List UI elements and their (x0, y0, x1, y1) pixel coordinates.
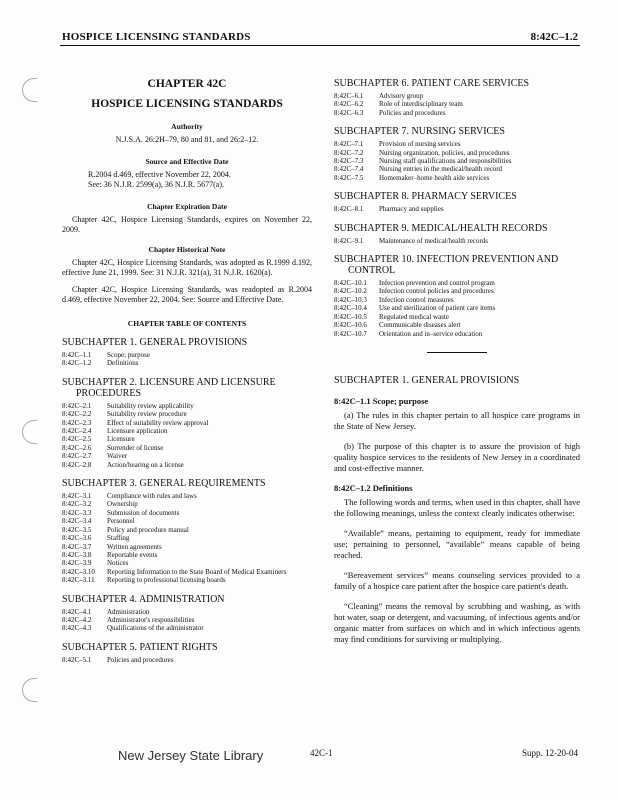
toc-entry (62, 517, 312, 525)
toc-section-title: Reportable events (107, 550, 158, 559)
toc-section-title: Policies and procedures (107, 655, 174, 664)
toc-section-title: Surrender of license (107, 443, 164, 452)
historical-note: Chapter 42C, Hospice Licensing Standards, was adopted as R.1999 d.192, effective June 21, 1999. See: 31 N.J.R. 321(a), 31 N.J.R. 1620(a). (62, 258, 312, 277)
toc-section-number: 8:42C–3.2 (62, 500, 92, 509)
toc-section-title: Definitions (107, 359, 139, 368)
toc-section-title: Administrator's responsibilities (107, 615, 195, 624)
toc-section-number: 8:42C–5.1 (62, 655, 92, 664)
toc-section-title: Personnel (107, 517, 135, 526)
toc-section-number: 8:42C–9.1 (334, 236, 364, 245)
toc-section-title: Homemaker–home health aide services (379, 173, 490, 182)
toc-section-number: 8:42C–10.6 (334, 321, 367, 330)
toc-entry (334, 149, 580, 157)
toc-entry (62, 576, 312, 584)
toc-entry (334, 313, 580, 321)
body-subchapter-heading: SUBCHAPTER 1. GENERAL PROVISIONS (334, 374, 520, 386)
toc-entry (62, 410, 312, 418)
toc-section-title: Qualifications of the administrator (107, 624, 204, 633)
toc-section-number: 8:42C–1.2 (62, 359, 92, 368)
toc-subchapter-heading: SUBCHAPTER 3. GENERAL REQUIREMENTS (62, 478, 266, 490)
right-column (334, 78, 580, 654)
toc-entry (62, 359, 312, 367)
toc-section-number: 8:42C–3.4 (62, 517, 92, 526)
toc-section-title: Role of interdisciplinary team (379, 100, 463, 109)
toc-section-title: Orientation and in–service education (379, 329, 483, 338)
toc-section-title: Policy and procedure manual (107, 525, 189, 534)
toc-section-title: Notices (107, 559, 129, 568)
toc-entry (334, 330, 580, 338)
toc-entry (62, 656, 312, 664)
toc-section-title: Pharmacy and supplies (379, 205, 444, 214)
toc-entry (334, 174, 580, 182)
toc-entry (334, 296, 580, 304)
body-paragraph: The following words and terms, when used in this chapter, shall have the following meanings, unless the context clearly indicates otherwise: (334, 496, 580, 518)
toc-section-title: Use and sterilization of patient care items (379, 304, 496, 313)
toc-entry (62, 402, 312, 410)
authority-heading: Authority (171, 122, 203, 131)
source-heading: Source and Effective Date (145, 157, 229, 166)
toc-entry (62, 526, 312, 534)
toc-section-number: 8:42C–8.1 (334, 205, 364, 214)
toc-subchapter-heading: SUBCHAPTER 1. GENERAL PROVISIONS (62, 337, 248, 348)
running-header-section: 8:42C–1.2 (530, 31, 578, 43)
toc-section-title: Reporting Information to the State Board of Medical Examiners (107, 567, 287, 576)
toc-section-number: 8:42C–7.5 (334, 173, 364, 182)
toc-section-title: Action/hearing on a license (107, 460, 184, 469)
binder-hole-mark (22, 678, 37, 702)
toc-section-title: Infection control policies and procedures (379, 287, 494, 296)
toc-section-number: 8:42C–3.10 (62, 567, 95, 576)
toc-section-title: Scope; purpose (107, 351, 150, 359)
toc-section-number: 8:42C–7.3 (334, 157, 364, 166)
toc-entry (62, 509, 312, 517)
historical-note: Chapter 42C, Hospice Licensing Standards, was readopted as R.2004 d.469, effective November 22, 2004. See: Source and Effective Date. (62, 285, 312, 304)
toc-section-number: 8:42C–4.1 (62, 607, 92, 616)
binder-hole-mark (22, 420, 37, 444)
toc-section-title: Licensure (107, 435, 135, 444)
toc-section-title: Regulated medical waste (379, 312, 449, 321)
toc-section-number: 8:42C–3.3 (62, 508, 92, 517)
binder-hole-mark (22, 78, 37, 102)
expiration-heading: Chapter Expiration Date (147, 202, 227, 211)
toc-section-number: 8:42C–10.2 (334, 287, 367, 296)
definition-paragraph: “Cleaning” means the removal by scrubbing and washing, as with hot water, soap or detergent, and vacuuming, of infectious agents and/or organic matter from surfaces on which and in which infectious agents may find conditions for surviving or multiplying. (334, 600, 580, 644)
toc-section-title: Communicable diseases alert (379, 321, 461, 330)
toc-entry (62, 492, 312, 500)
toc-section-title: Reporting to professional licensing boards (107, 576, 226, 585)
chapter-title: HOSPICE LICENSING STANDARDS (91, 98, 283, 110)
toc-section-title: Staffing (107, 534, 130, 543)
page-number: 42C-1 (310, 748, 333, 758)
toc-subchapter-heading: SUBCHAPTER 7. NURSING SERVICES (334, 126, 505, 138)
toc-entry (62, 500, 312, 508)
toc-entry (62, 351, 312, 359)
toc-section-title: Waiver (107, 452, 128, 461)
toc-entry (334, 321, 580, 329)
toc-subchapter-heading: SUBCHAPTER 2. LICENSURE AND LICENSURE PROCEDURES (62, 376, 276, 399)
toc-section-title: Nursing staff qualifications and responsibilities (379, 157, 512, 166)
toc-section-title: Suitability review procedure (107, 410, 187, 419)
toc-section-number: 8:42C–4.2 (62, 615, 92, 624)
toc-section-number: 8:42C–3.5 (62, 525, 92, 534)
expiration-text: Chapter 42C, Hospice Licensing Standards, expires on November 22, 2009. (62, 215, 312, 234)
toc-entry (334, 304, 580, 312)
definition-paragraph: “Available” means, pertaining to equipment, ready for immediate use; pertaining to personnel, “available” means capable of being reached. (334, 527, 580, 560)
toc-entry (334, 287, 580, 295)
toc-section-title: Policies and procedures (379, 108, 446, 117)
section-divider (427, 352, 487, 353)
toc-entry (334, 109, 580, 117)
toc-entry (62, 444, 312, 452)
body-paragraph: (b) The purpose of this chapter is to assure the provision of high quality hospice services to the residents of New Jersey in a coordinated and cost-effective manner. (334, 440, 580, 473)
toc-section-title: Effect of suitability review approval (107, 418, 209, 427)
toc-entry (334, 165, 580, 173)
toc-entry (62, 608, 312, 616)
toc-section-number: 8:42C–3.9 (62, 559, 92, 568)
toc-subchapter-heading: SUBCHAPTER 4. ADMINISTRATION (62, 593, 225, 605)
supplement-date: Supp. 12-20-04 (522, 748, 578, 758)
toc-entry (334, 92, 580, 100)
toc-section-number: 8:42C–2.5 (62, 435, 92, 444)
toc-section-number: 8:42C–1.1 (62, 351, 92, 359)
toc-section-number: 8:42C–4.3 (62, 624, 92, 633)
toc-section-number: 8:42C–3.6 (62, 534, 92, 543)
body-paragraph: (a) The rules in this chapter pertain to all hospice care programs in the State of New Jersey. (334, 409, 580, 431)
toc-section-number: 8:42C–6.1 (334, 92, 364, 100)
toc-section-title: Infection prevention and control program (379, 279, 495, 288)
toc-entry (62, 461, 312, 469)
toc-section-title: Compliance with rules and laws (107, 492, 197, 501)
toc-section-number: 8:42C–2.1 (62, 401, 92, 410)
toc-entry (62, 543, 312, 551)
toc-entry (62, 624, 312, 632)
toc-heading: CHAPTER TABLE OF CONTENTS (127, 319, 247, 328)
toc-section-number: 8:42C–10.4 (334, 304, 367, 313)
toc-entry (62, 435, 312, 443)
chapter-number: CHAPTER 42C (147, 78, 227, 90)
section-heading: 8:42C–1.2 Definitions (334, 482, 413, 493)
toc-section-title: Provision of nursing services (379, 140, 461, 149)
toc-section-number: 8:42C–10.5 (334, 312, 367, 321)
toc-section-number: 8:42C–3.1 (62, 492, 92, 501)
toc-section-title: Administration (107, 607, 150, 616)
toc-section-number: 8:42C–3.7 (62, 542, 92, 551)
toc-section-title: Licensure application (107, 427, 168, 436)
table-of-contents-continued (334, 78, 580, 338)
toc-section-number: 8:42C–2.8 (62, 460, 92, 469)
toc-section-title: Written agreements (107, 542, 162, 551)
section-heading: 8:42C–1.1 Scope; purpose (334, 395, 429, 406)
toc-section-number: 8:42C–2.2 (62, 410, 92, 419)
authority-text: N.J.S.A. 26:2H–79, 80 and 81, and 26:2–12. (115, 135, 259, 144)
toc-section-number: 8:42C–2.7 (62, 452, 92, 461)
toc-entry (62, 568, 312, 576)
toc-subchapter-heading: SUBCHAPTER 9. MEDICAL/HEALTH RECORDS (334, 222, 548, 234)
toc-section-number: 8:42C–7.1 (334, 140, 364, 149)
toc-entry (62, 427, 312, 435)
toc-section-number: 8:42C–7.4 (334, 165, 364, 174)
toc-section-number: 8:42C–6.2 (334, 100, 364, 109)
toc-entry (334, 140, 580, 148)
toc-section-title: Nursing organization, policies, and procedures (379, 148, 510, 157)
toc-section-title: Nursing entries in the medical/health record (379, 165, 503, 174)
toc-entry (334, 157, 580, 165)
left-column (62, 78, 312, 664)
toc-entry (62, 559, 312, 567)
table-of-contents (62, 337, 312, 664)
toc-subchapter-heading: SUBCHAPTER 5. PATIENT RIGHTS (62, 641, 218, 653)
toc-section-title: Ownership (107, 500, 138, 509)
toc-entry (62, 551, 312, 559)
toc-section-number: 8:42C–2.4 (62, 427, 92, 436)
toc-section-title: Advisory group (379, 92, 424, 100)
library-stamp: New Jersey State Library (118, 748, 264, 763)
toc-subchapter-heading: SUBCHAPTER 6. PATIENT CARE SERVICES (334, 78, 530, 89)
toc-entry (62, 534, 312, 542)
header-rule (60, 45, 580, 46)
toc-section-title: Submission of documents (107, 508, 180, 517)
toc-entry (334, 100, 580, 108)
toc-entry (334, 279, 580, 287)
toc-entry (62, 616, 312, 624)
toc-section-number: 8:42C–10.3 (334, 295, 367, 304)
toc-entry (62, 419, 312, 427)
toc-section-number: 8:42C–2.3 (62, 418, 92, 427)
source-line: R.2004 d.469, effective November 22, 2004. (88, 170, 231, 179)
toc-entry (334, 237, 580, 245)
toc-entry (62, 452, 312, 460)
toc-section-number: 8:42C–10.1 (334, 279, 367, 288)
toc-subchapter-heading: SUBCHAPTER 10. INFECTION PREVENTION AND CONTROL (334, 254, 559, 277)
toc-section-title: Infection control measures (379, 295, 454, 304)
toc-section-number: 8:42C–10.7 (334, 329, 367, 338)
toc-section-number: 8:42C–6.3 (334, 108, 364, 117)
toc-subchapter-heading: SUBCHAPTER 8. PHARMACY SERVICES (334, 191, 517, 203)
toc-section-number: 8:42C–3.11 (62, 576, 95, 585)
source-line: See: 36 N.J.R. 2599(a), 36 N.J.R. 5677(a). (88, 180, 224, 189)
running-header-title: HOSPICE LICENSING STANDARDS (62, 31, 251, 43)
toc-section-title: Suitability review applicability (107, 401, 194, 410)
historical-heading: Chapter Historical Note (148, 245, 226, 254)
toc-section-number: 8:42C–2.6 (62, 443, 92, 452)
toc-section-number: 8:42C–7.2 (334, 148, 364, 157)
definition-paragraph: “Bereavement services” means counseling services provided to a family of a hospice care patient after the hospice care patient's death. (334, 569, 580, 591)
toc-section-number: 8:42C–3.8 (62, 550, 92, 559)
toc-entry (334, 205, 580, 213)
toc-section-title: Maintenance of medical/health records (379, 236, 489, 245)
